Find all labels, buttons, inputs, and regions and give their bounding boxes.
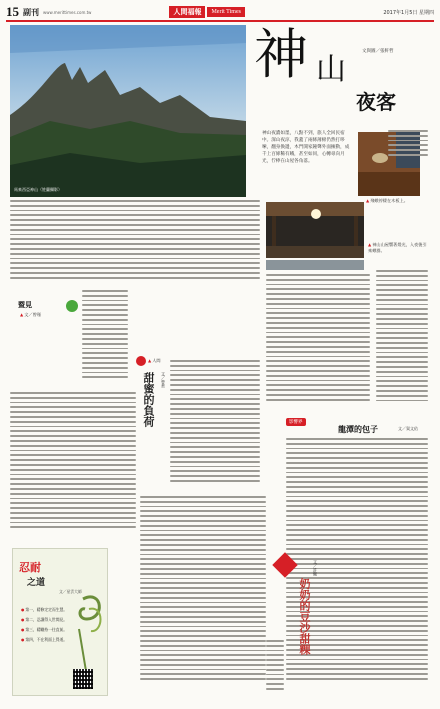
- ad-subtitle: 之道: [27, 578, 46, 588]
- baozi-text: [286, 438, 428, 696]
- ad-item: ● 第二，忍讓得入世間見。: [21, 617, 67, 623]
- feature-title-char-2: 山: [316, 52, 346, 87]
- lodge-caption: ▲ 神山山屋響著燈光，入夜後引來蛾群。: [368, 242, 428, 254]
- veranda-illustration: [266, 202, 364, 258]
- grandma-title: 奶奶的豆沙甜粿: [298, 578, 311, 655]
- feature-title-subtitle: 夜客: [356, 90, 396, 114]
- ad-byline: 文／星雲大師: [59, 589, 82, 594]
- feature-text-column-top: [388, 130, 428, 160]
- logo-english: Merit Times: [207, 7, 245, 17]
- moth-caption: ▲ 飛蛾停棲在木板上。: [366, 198, 408, 204]
- feature-title-char-1: 神: [254, 23, 308, 86]
- page-number: 15: [6, 4, 19, 19]
- ad-item: ● 第一，精修定定而生慧。: [21, 607, 67, 613]
- poem-essay-text: [10, 392, 136, 540]
- renjian-badge-icon: [136, 356, 146, 366]
- poem-title: 暨見: [18, 301, 32, 309]
- essay-title: 甜蜜的負荷: [142, 372, 155, 427]
- masthead-logo: [169, 6, 245, 18]
- essay-byline: 文／曾哲: [161, 372, 166, 388]
- poem-text: [82, 290, 128, 386]
- page-header: [6, 4, 434, 20]
- feature-text-column-right: [376, 270, 428, 412]
- logo-chinese: 人間福報: [169, 6, 205, 18]
- baozi-byline: 文／賀文佑: [398, 426, 418, 431]
- poem-badge-icon: [66, 300, 78, 312]
- cabin-photo-strip: [266, 260, 364, 270]
- issue-date: 2017年1月5日 星期四: [383, 9, 434, 16]
- grandma-text: [266, 640, 284, 696]
- baozi-title: 龍潭的包子: [338, 425, 378, 434]
- essay-text-bottom: [140, 496, 266, 696]
- essay-badge: ▲ 人間: [148, 358, 161, 364]
- ad-item: ● 第三，精勵持一往直前。: [21, 627, 67, 633]
- site-url: www.merittimes.com.tw: [43, 9, 92, 15]
- mountain-illustration: [10, 25, 246, 197]
- feature-text-block-left: [10, 200, 260, 284]
- poem-byline: ▲ 文／曾瑾: [20, 312, 41, 318]
- qr-code-icon[interactable]: [73, 669, 93, 689]
- section-name: 副刊: [23, 7, 39, 17]
- feature-text-block-mid: [266, 274, 370, 410]
- grandma-byline: 文／許佩: [313, 560, 318, 576]
- feature-byline: 文與圖／張軒哲: [362, 49, 394, 54]
- ad-title: 忍耐: [19, 561, 41, 574]
- baozi-section-badge: 影響界: [286, 418, 306, 426]
- feature-lede: 神山夜濃如墨，八點不到，旅人全回民宿中。深山夜涼，我蓋了兩條薄棉仍然打哆嗦，翻身換邊，木門開家鐘聲外面擁動，成千上百條稀有蛾，甚至如同，心轉尋向月光，佇棒在山屋各角落。: [262, 131, 350, 164]
- header-rule: [6, 20, 434, 22]
- ad-item: ● 第四，不在利面上得道。: [21, 637, 67, 643]
- essay-text: [170, 360, 260, 490]
- hero-caption: 馬來西亞神山（姓蘭攝影）: [14, 187, 62, 192]
- lodge-veranda-photo: [266, 202, 364, 258]
- hero-mountain-photo: [10, 25, 246, 197]
- ad-patience-book: [12, 548, 108, 696]
